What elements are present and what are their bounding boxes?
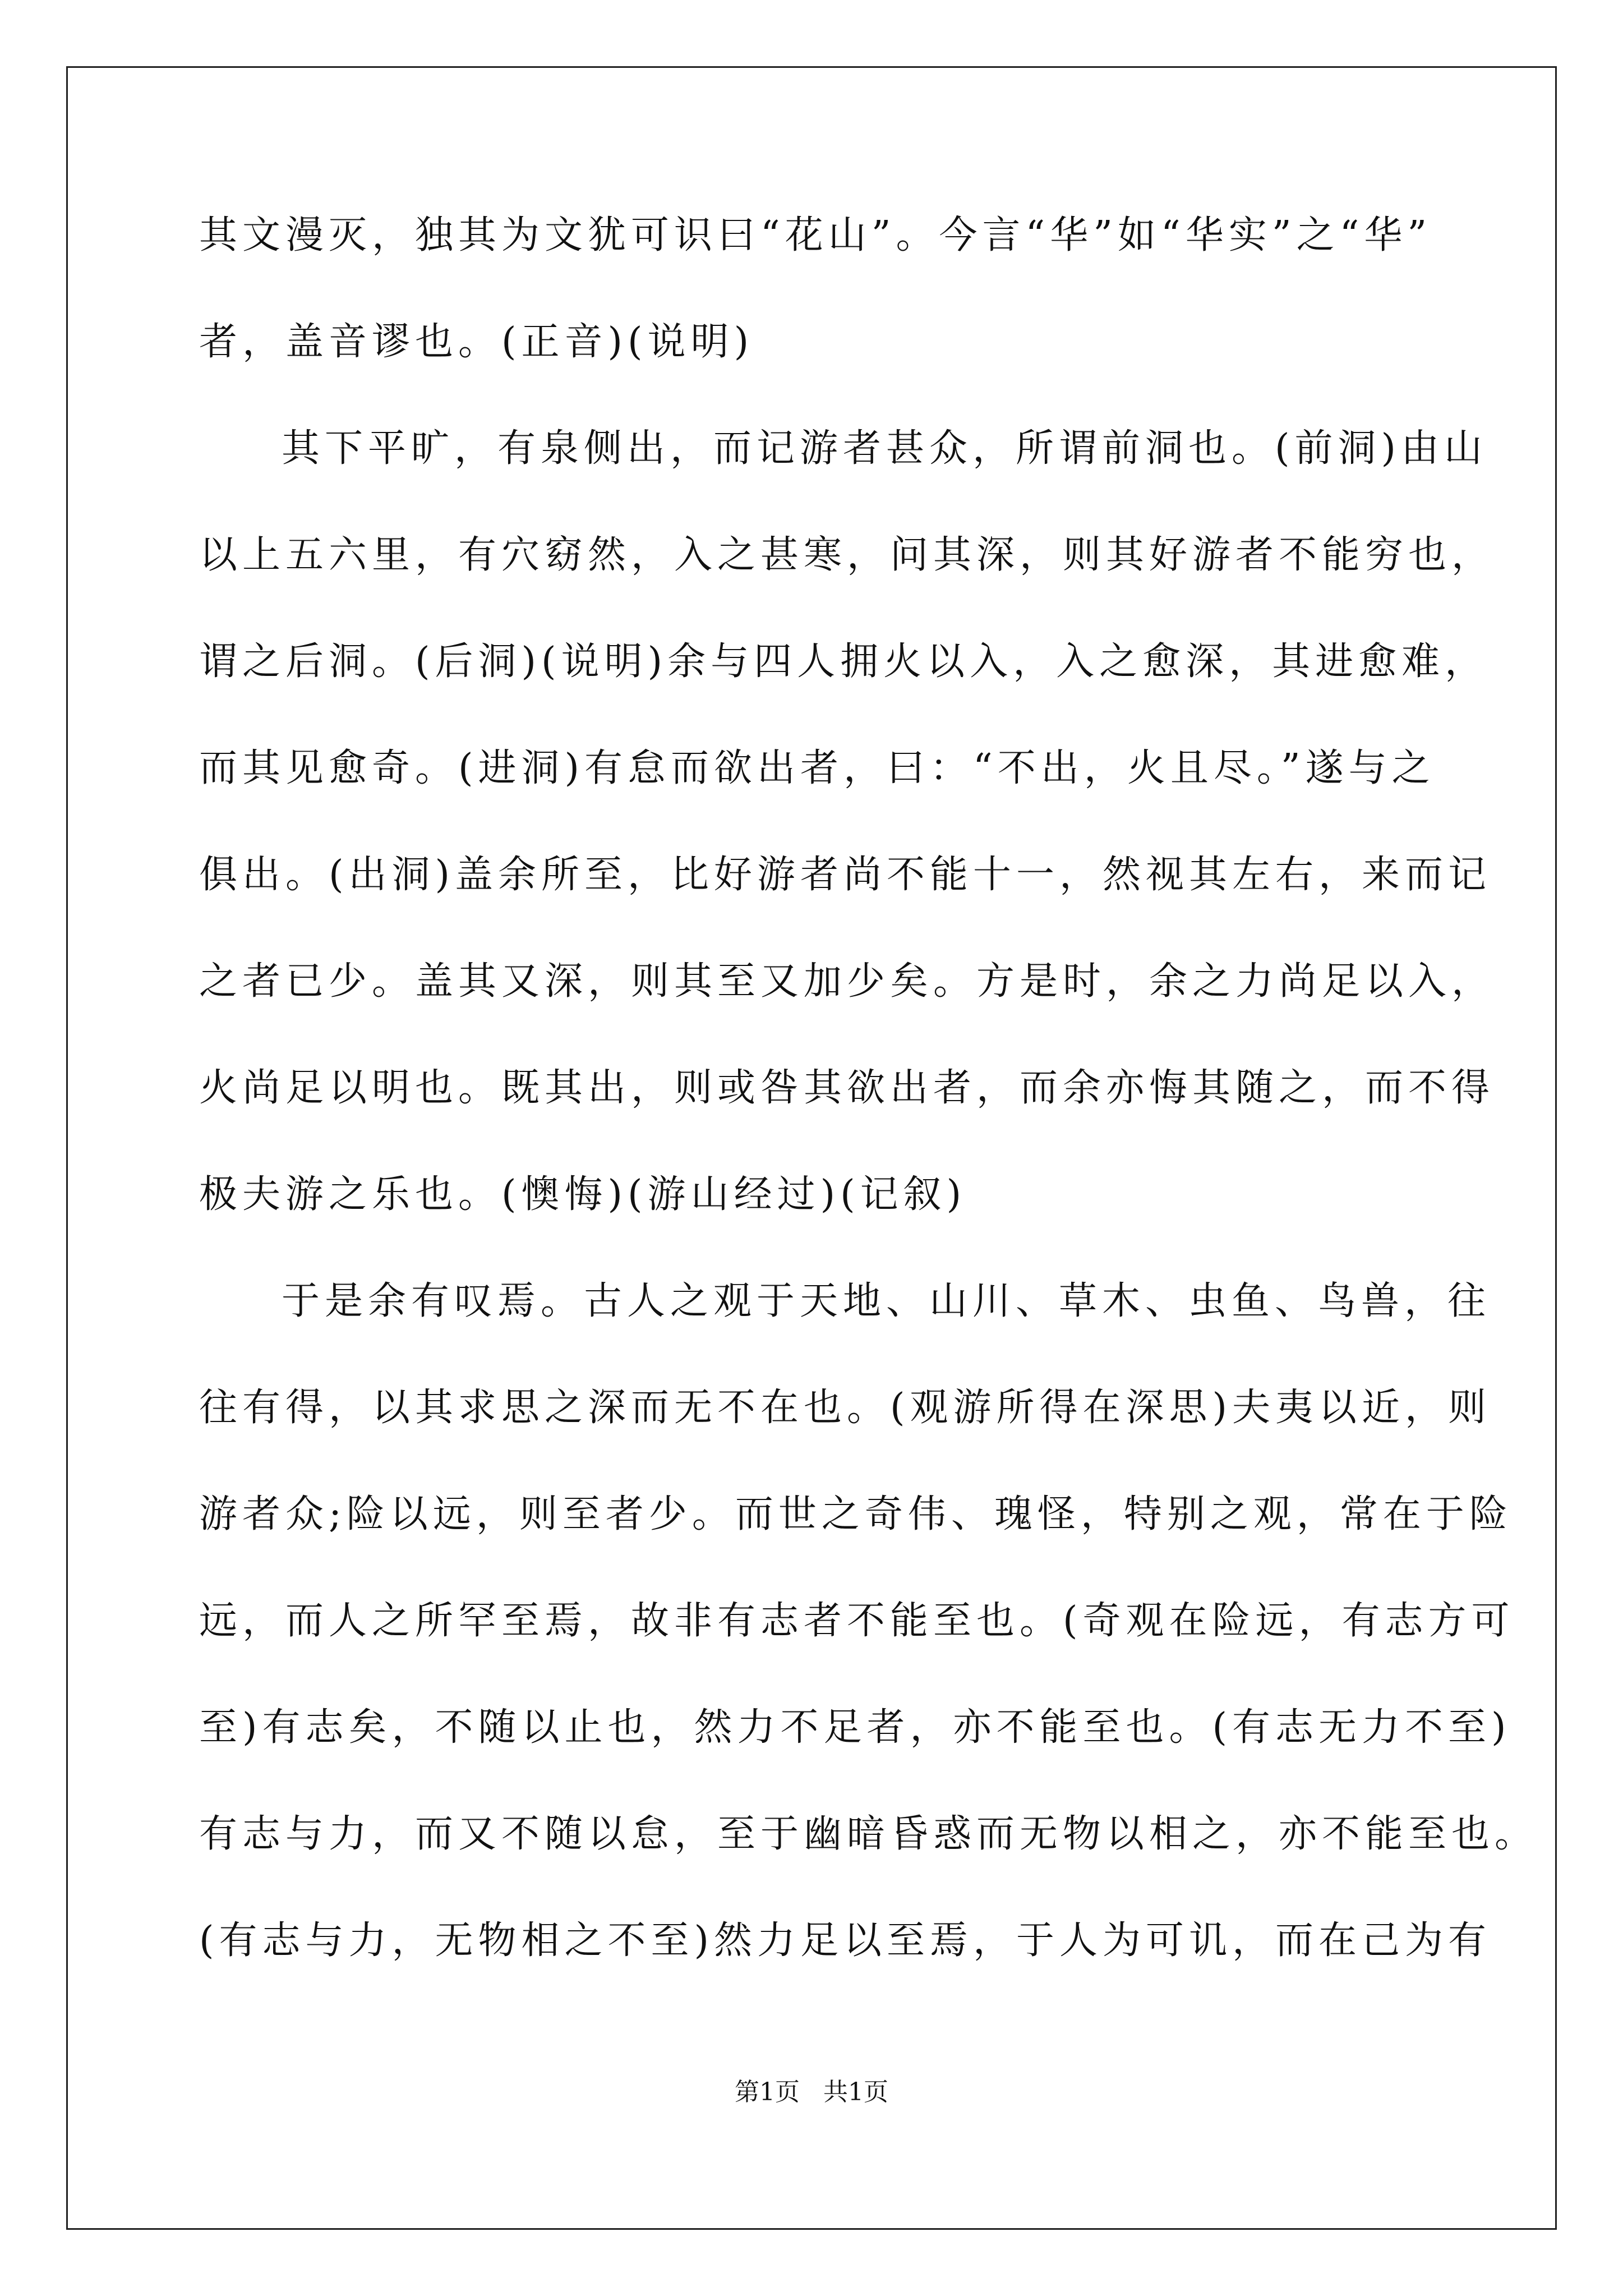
text-line: 远，而人之所罕至焉，故非有志者不能至也。(奇观在险远，有志方可 [199, 1599, 1515, 1643]
text-line: 其文漫灭，独其为文犹可识曰“花山”。今言“华”如“华实”之“华” [199, 213, 1432, 257]
paragraph-first-line: 其下平旷，有泉侧出，而记游者甚众，所谓前洞也。(前洞)由山 [282, 426, 1488, 471]
text-line: 极夫游之乐也。(懊悔)(游山经过)(记叙) [199, 1172, 967, 1217]
text-line: 之者已少。盖其又深，则其至又加少矣。方是时，余之力尚足以入， [199, 959, 1495, 1004]
text-line: 游者众;险以远，则至者少。而世之奇伟、瑰怪，特别之观，常在于险 [199, 1492, 1513, 1536]
text-line: 而其见愈奇。(进洞)有怠而欲出者，曰：“不出，火且尽。”遂与之 [199, 746, 1435, 790]
text-line: 至)有志矣，不随以止也，然力不足者，亦不能至也。(有志无力不至) [199, 1705, 1511, 1750]
paragraph-first-line: 于是余有叹焉。古人之观于天地、山川、草木、虫鱼、鸟兽，往 [282, 1279, 1491, 1323]
page-frame [66, 66, 1557, 2230]
text-line: 以上五六里，有穴窈然，入之甚寒，问其深，则其好游者不能穷也， [199, 533, 1495, 577]
text-line: 俱出。(出洞)盖余所至，比好游者尚不能十一，然视其左右，来而记 [199, 853, 1492, 897]
text-line: 者，盖音谬也。(正音)(说明) [199, 320, 754, 364]
page-footer [0, 2076, 1623, 2109]
text-line: 有志与力，而又不随以怠，至于幽暗昏惑而无物以相之，亦不能至也。 [199, 1812, 1538, 1856]
text-line: 往有得，以其求思之深而无不在也。(观游所得在深思)夫夷以近，则 [199, 1386, 1492, 1430]
text-line: 谓之后洞。(后洞)(说明)余与四人拥火以入，入之愈深，其进愈难， [199, 639, 1488, 684]
text-line: (有志与力，无物相之不至)然力足以至焉，于人为可讥，而在己为有 [199, 1918, 1492, 1963]
page-number: 第1页 [735, 2078, 800, 2106]
text-line: 火尚足以明也。既其出，则或咎其欲出者，而余亦悔其随之，而不得 [199, 1066, 1495, 1110]
page-total: 共1页 [823, 2078, 888, 2106]
